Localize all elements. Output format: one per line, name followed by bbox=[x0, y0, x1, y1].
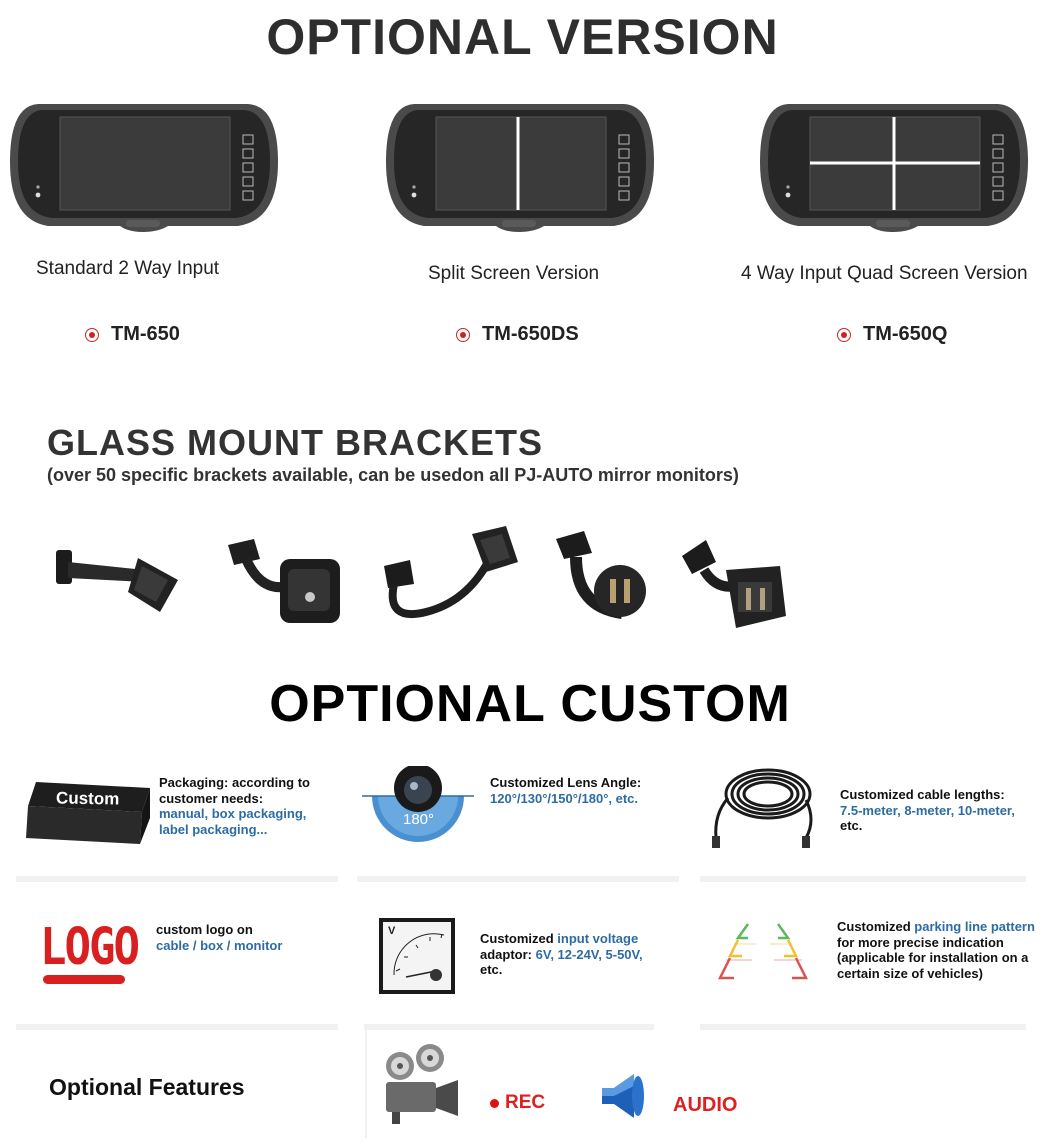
divider bbox=[700, 876, 1026, 882]
rec-indicator bbox=[490, 1092, 545, 1114]
speaker-icon bbox=[598, 1072, 648, 1120]
logo-desc: custom logo on bbox=[156, 922, 253, 937]
packaging-text bbox=[159, 775, 329, 837]
voltage-highlight-2: 6V, 12-24V, 5-50V, bbox=[535, 946, 643, 962]
logo-text: LOGO bbox=[40, 918, 138, 977]
lens-angle-label: 180° bbox=[403, 811, 435, 828]
monitor-standard bbox=[8, 102, 280, 232]
cable-desc: Customized cable lengths: bbox=[840, 787, 1005, 802]
lens-highlight: 120°/130°/150°/180°, etc. bbox=[490, 790, 639, 806]
logo-image bbox=[40, 918, 138, 984]
voltage-highlight-1: input voltage bbox=[557, 931, 639, 946]
model-label: TM-650DS bbox=[482, 323, 579, 345]
lens-text bbox=[490, 775, 680, 806]
optional-version-title: OPTIONAL VERSION bbox=[266, 9, 779, 65]
optional-features-title: Optional Features bbox=[49, 1074, 245, 1100]
packaging-highlight: manual, box packaging, label packaging... bbox=[159, 806, 307, 837]
bracket-1-image bbox=[50, 540, 185, 620]
features-panel-border bbox=[365, 1030, 367, 1138]
bracket-4-image bbox=[552, 527, 652, 627]
rec-dot-icon bbox=[490, 1099, 499, 1108]
caption-split: Split Screen Version bbox=[428, 263, 600, 284]
model-label: TM-650 bbox=[111, 323, 180, 345]
brackets-title: GLASS MOUNT BRACKETS bbox=[47, 422, 543, 463]
bracket-2-image bbox=[222, 535, 347, 630]
audio-label: AUDIO bbox=[673, 1094, 738, 1116]
voltage-mid: adaptor: bbox=[480, 946, 532, 962]
brackets-subtitle: (over 50 specific brackets available, can be usedon all PJ-AUTO mirror monitors) bbox=[47, 465, 739, 485]
packaging-desc: Packaging: according to customer needs: bbox=[159, 775, 310, 806]
logo-highlight: cable / box / monitor bbox=[156, 937, 283, 953]
radio-bullet-icon bbox=[456, 328, 470, 342]
parking-prefix: Customized bbox=[837, 919, 911, 934]
cable-image bbox=[706, 764, 821, 854]
cable-suffix: etc. bbox=[840, 818, 863, 833]
monitor-quad bbox=[758, 102, 1030, 232]
cable-highlight: 7.5-meter, 8-meter, 10-meter, bbox=[840, 802, 1015, 818]
lens-angle-image bbox=[362, 766, 474, 848]
logo-text-block bbox=[156, 922, 326, 953]
caption-quad: 4 Way Input Quad Screen Version bbox=[741, 263, 1028, 284]
caption-standard: Standard 2 Way Input bbox=[36, 258, 220, 279]
voltage-text bbox=[480, 931, 660, 978]
parking-desc: for more precise indication (applicable for installation on a certain size of vehicles) bbox=[837, 934, 1029, 981]
divider bbox=[16, 876, 338, 882]
bracket-3-image bbox=[376, 522, 521, 624]
divider bbox=[364, 1024, 654, 1030]
voltage-prefix: Customized bbox=[480, 931, 554, 946]
rec-label: REC bbox=[505, 1092, 546, 1113]
model-label: TM-650Q bbox=[863, 323, 948, 345]
parking-text bbox=[837, 919, 1052, 981]
voltage-suffix: etc. bbox=[480, 962, 503, 977]
parking-highlight: parking line pattern bbox=[914, 919, 1035, 934]
radio-bullet-icon bbox=[85, 328, 99, 342]
divider bbox=[357, 876, 679, 882]
voltage-meter-label: V bbox=[388, 925, 396, 937]
optional-custom-title: OPTIONAL CUSTOM bbox=[269, 675, 791, 733]
model-tm650ds bbox=[456, 323, 579, 346]
custom-box-label: Custom bbox=[55, 788, 120, 809]
cable-text bbox=[840, 787, 1040, 834]
parking-lines-image bbox=[712, 920, 822, 982]
model-tm650q bbox=[837, 323, 947, 346]
bracket-5-image bbox=[676, 530, 791, 638]
video-camera-icon bbox=[380, 1040, 462, 1126]
model-tm650 bbox=[85, 323, 180, 346]
divider bbox=[700, 1024, 1026, 1030]
radio-bullet-icon bbox=[837, 328, 851, 342]
lens-desc: Customized Lens Angle: bbox=[490, 775, 642, 790]
monitor-split bbox=[384, 102, 656, 232]
divider bbox=[16, 1024, 338, 1030]
